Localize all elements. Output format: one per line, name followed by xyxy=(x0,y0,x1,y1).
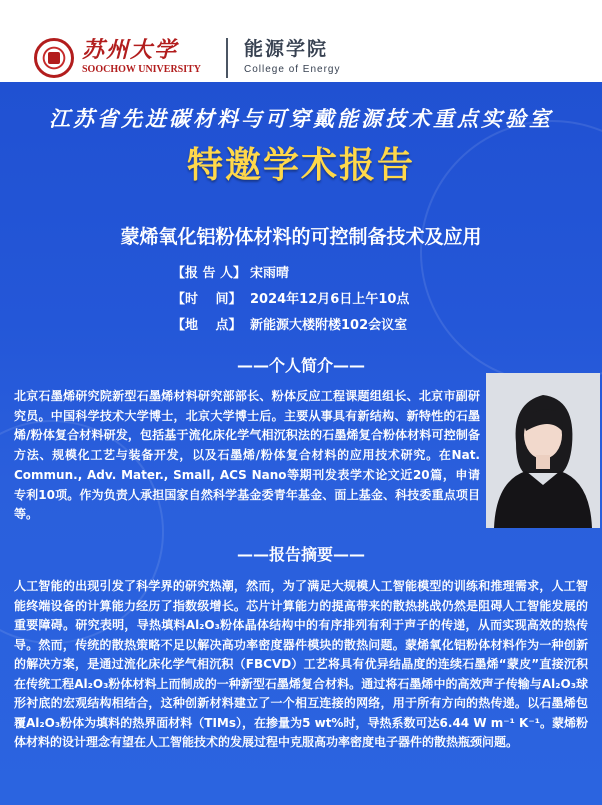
university-name-en: SOOCHOW UNIVERSITY xyxy=(82,64,202,75)
speaker-photo xyxy=(486,373,600,528)
info-label: 【地 点】 xyxy=(172,318,242,333)
info-label: 【时 间】 xyxy=(172,292,242,307)
university-name-cn: 苏州大学 xyxy=(82,37,179,63)
abstract-heading: ——报告摘要—— xyxy=(236,545,365,564)
info-time xyxy=(172,289,502,311)
speaker-portrait-icon xyxy=(486,373,600,528)
talk-title: 蒙烯氧化铝粉体材料的可控制备技术及应用 xyxy=(120,226,482,248)
info-location xyxy=(172,315,502,337)
header-divider xyxy=(226,38,228,78)
college-name-cn: 能源学院 xyxy=(244,39,329,60)
main-title: 特邀学术报告 xyxy=(186,145,415,186)
info-value: 宋雨晴 xyxy=(250,266,290,281)
university-seal-icon xyxy=(34,38,74,78)
info-label: 【报 告 人】 xyxy=(172,266,247,281)
info-speaker xyxy=(172,263,502,285)
info-value: 新能源大楼附楼102会议室 xyxy=(250,318,408,333)
bio-text: 北京石墨烯研究院新型石墨烯材料研究部部长、粉体反应工程课题组组长、北京市副研究员。中国科学技术大学博士，北京大学博士后。主要从事具有新结构、新特性的石墨烯/粉体复合材料研发，包括基于流化床化学气相沉积法的石墨烯复合粉体材料可控制备方法、规模化工艺与装备开发，以及石墨烯/粉体复合材料的应用技术研究。在Nat. Commun., Adv. Mater., Small, ACS Nano等期刊发表学术论文近20篇，申请专利10项。作为负责人承担国家自然科学基金委青年基金、面上基金、科技委重点项目等。 xyxy=(14,389,480,522)
lab-title: 江苏省先进碳材料与可穿戴能源技术重点实验室 xyxy=(49,106,553,131)
abstract-text: 人工智能的出现引发了科学界的研究热潮，然而，为了满足大规模人工智能模型的训练和推理需求，人工智能终端设备的计算能力经历了指数级增长。芯片计算能力的提高带来的散热挑战仍然是阻碍人工智能发展的重要障碍。研究表明，导热填料Al₂O₃粉体晶体结构中的有序排列有利于声子的传递，从而实现高效的热传导。然而，传统的散热策略不足以解决高功率密度器件模块的散热问题。蒙烯氧化铝粉体材料作为一种创新的解决方案，是通过流化床化学气相沉积（FBCVD）工艺将具有优异结晶度的连续石墨烯“蒙皮”直接沉积在传统工程Al₂O₃粉体材料上而制成的一种新型石墨烯复合材料。通过将石墨烯中的高效声子传输与Al₂O₃球形衬底的宏观结构相结合，这种创新材料建立了一个相互连接的网络，用于所有方向的热传递。以石墨烯包覆Al₂O₃粉体为填料的热界面材料（TIMs），在掺量为5 wt%时，导热系数可达6.44 W m⁻¹ K⁻¹。蒙烯粉体材料的设计理念有望在人工智能技术的发展过程中克服高功率密度电子器件的散热瓶颈问题。 xyxy=(14,579,588,749)
college-name-en: College of Energy xyxy=(244,64,341,75)
header-band xyxy=(0,0,602,82)
info-value: 2024年12月6日上午10点 xyxy=(250,292,410,307)
bio-heading: ——个人简介—— xyxy=(236,356,365,375)
